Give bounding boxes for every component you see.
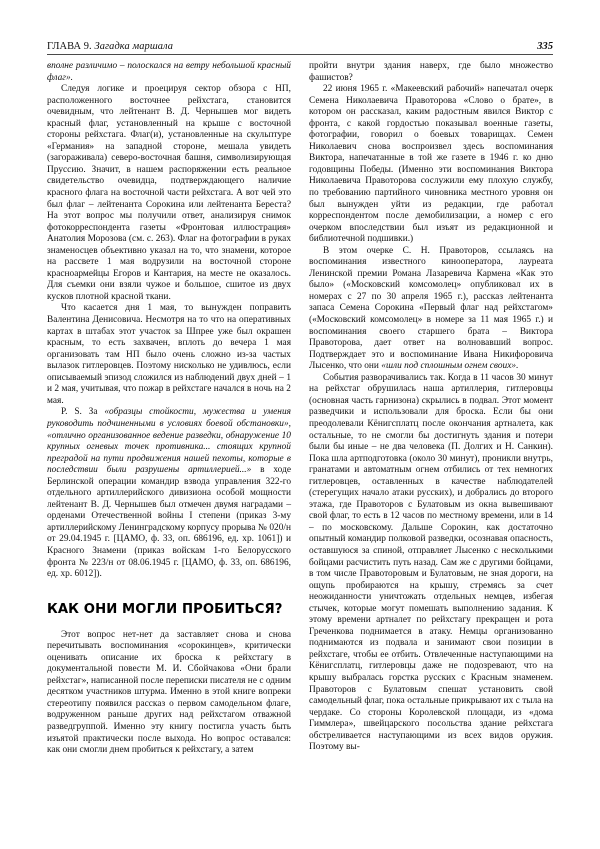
running-head [47,34,553,55]
citation-quote: «шли под сплошным огнем своих». [381,361,519,372]
spacer [47,617,291,630]
running-head-chapter-title [47,41,173,52]
postscript-citation: «образцы стойкости, мужества и умения руководить подчиненными в условиях боевой обстановки», «отлично организованное ведение разведки, обнаружение 10 крупных огневых точек противника... стоящих крупной преградой на пути продвижения нашей пехоты, которые в последствии были разрушены артиллерией...» [47,407,291,476]
paragraph-with-citation [309,246,553,373]
paragraph-body: 22 июня 1965 г. «Макеевский рабочий» напечатал очерк Семена Николаевича Правоторова «Слово о брате», в котором он рассказал, каким радостным явился Виктор с фронта, с какой гордостью показывал военные газеты, фотографии, говорил о боевых товарищах. Семен Николаевич снова воспроизвел здесь воспоминания Виктора, напечатанные в той же газете в 1946 г. ко дню годовщины Победы. (Именно эти воспоминания Виктора Николаевича Правоторова сослужили ему плохую службу, по требованию партийного чиновника местного уровня он был вынужден уйти из редакции, где работал корреспондентом после демобилизации, а номер с его очерком впоследствии был изъят из редакционной и библиотечной подшивки.) [309,84,553,245]
section-heading: КАК ОНИ МОГЛИ ПРОБИТЬСЯ? [47,601,283,617]
running-head-chapter-number: ГЛАВА 9. [47,41,92,52]
paragraph-continuation: пройти внутри здания наверх, где было множество фашистов? [309,61,553,83]
postscript-suffix: в ходе Берлинской операции командир взвода управления 322-го отдельного артиллерийского дивизиона особой мощности лейтенант В. Д. Чернышев был отмечен двумя наградами – орденами Отечественной войны I степени (приказ 3-му артиллерийскому Ленинградскому корпусу прорыва № 020/н от 29.04.1945 г. [ЦАМО, ф. 33, оп. 686196, ед. хр. 1061]) и Красного Знамени (приказ войскам 1-го Белорусского фронта № 223/н от 08.06.1945 г. [ЦАМО, ф. 33, оп. 686196, ед. хр. 6012]). [47,465,291,580]
paragraph-body: Этот вопрос нет-нет да заставляет снова и снова перечитывать воспоминания «сорокинцев», критически оценивать описание их броска к рейхстагу в документальной повести М. И. Сбойчакова «Они брали рейхстаг», написанной после переписки писателя не с одним десятком участников штурма. Именно в этой книге вопреки стереотипу появился рассказ о первом самодельном флаге, водруженном раньше других над рейхстагом отважной разведгруппой. Именно эту книгу постигла участь быть изъятой практически после выхода. Но вопрос оставался: как они смогли днем пробиться к рейхстагу, а затем [47,629,291,756]
paragraph-body: Следуя логике и проецируя сектор обзора с НП, расположенного восточнее рейхстага, становится очевидным, что лейтенант В. Д. Чернышев мог видеть красный флаг, установленный на крыше с восточной стороны рейхстага. Флаг(и), установленные на скульптуре «Германия» на западной стороне, мешала увидеть (загораживала) северо-восточная башня, символизирующая Пруссию. Значит, в нашем распоряжении есть реальное свидетельство очевидца, подтверждающего наличие красного флага на восточной части рейхстага. А вот чей это был флаг – лейтенанта Сорокина или лейтенанта Береста? На этот вопрос мы получили ответ, анализируя снимок фотокорреспондента газеты «Фронтовая иллюстрация» Анатолия Морозова (см. с. 263). Флаг на фотографии в руках знаменосцев объективно указал на то, что знамени, которое на рассвете 1 мая водрузили на восточной стороне красноармейцы Егоров и Кантария, на месте не оказалось. Для съемки они взяли чужое и большое, сшитое из двух кусков плотной красной ткани. [47,84,291,302]
citation-prefix: В этом очерке С. Н. Правоторов, ссылаясь на воспоминания известного кинооператора, лауреата Ленинской премии Романа Лазаревича Кармена «Как это было» («Московский комсомолец» опубликовал их в номерах с 27 по 30 апреля 1965 г.), рассказ лейтенанта запаса Семена Сорокина «Первый флаг над рейхстагом» («Московский комсомолец» в номере за 11 мая 1965 г.) и воспоминания своего старшего брата – Виктора Правоторова, дает ответ на волновавший вопрос. Подтверждает это и воспоминание Ивана Никифоровича Лысенко, что они [309,245,553,372]
paragraph-body: Что касается дня 1 мая, то вынужден поправить Валентина Денисовича. Несмотря на то что на оперативных картах в штабах этот участок за Шпрее уже был окрашен красным, то есть захвачен, вплоть до вечера 1 мая организовать там НП было очень сложно из-за частых вылазок гитлеровцев. Поэтому нисколько не удивлюсь, если описываемый эпизод сложился из наблюдений двух дней – 1 и 2 мая, учитывая, что пожар в рейхстаге начался в ночь на 2 мая. [47,303,291,406]
paragraph-postscript [47,407,291,580]
right-column [309,61,553,826]
spacer [47,581,291,602]
postscript-prefix: P. S. За [61,407,105,418]
page-number: 335 [537,41,553,52]
body-columns [47,61,553,826]
running-head-chapter-name: Загадка маршала [94,41,174,52]
paragraph-body: События разворачивались так. Когда в 11 часов 30 минут на рейхстаг обрушилась наша артиллерия, гитлеровцы (основная часть гарнизона) скрылись в подвал. Этот момент разведчики и использовали для броска. Если бы они преодолевали Кёнигсплатц после окончания артналета, как остальные, то не смогли бы достигнуть здания и потери были бы иные – не два человека (П. Долгих и Н. Санкин). Пока шла артподготовка (около 30 минут), проникли внутрь, гранатами и автоматным огнем отбились от тех немногих гитлеровцев, оставленных в качестве наблюдателей (стерегущих начало атаки русских), и добрались до второго этажа, где Правоторов с Булатовым из окна вывешивают свой флаг, то есть в 12 часов по местному времени, или в 14 – по московскому. Дальше Сорокин, как достаточно опытный командир полковой разведки, осознавая опасность, оставшуюся за спиной, отправляет Лысенко с несколькими бойцами расчистить путь назад. Сам же с другими бойцами, в том числе Правоторовым и Булатовым, не зная дороги, на ощупь пробираются на крышу, стремясь за счет неожиданности уничтожать отдельных немцев, избегая стычек, которые могут помешать выполнению задания. К этому времени артналет по рейхстагу прекращен и рота Греченкова поднимается в атаку. Немцы организованно поднимаются из подвала и занимают свои позиции в рейхстаге, чтобы ее отбить. Отвлеченные наступающими на Кёнигсплатц, гитлеровцы даже не подозревают, что на крышу выбралась горстка русских с Красным знаменем. Правоторов с Булатовым спешат установить свой самодельный флаг, пока остальные прикрывают их с тыла на чердаке. Со стороны Королевской площади, из «дома Гиммлера», швейцарского посольства здание рейхстага обстреливается наступающими из всех видов оружия. Поэтому вы- [309,372,553,753]
left-column [47,61,291,826]
paragraph-continuation-italic: вполне различимо – полоскался на ветру небольшой красный флаг». [47,61,291,83]
